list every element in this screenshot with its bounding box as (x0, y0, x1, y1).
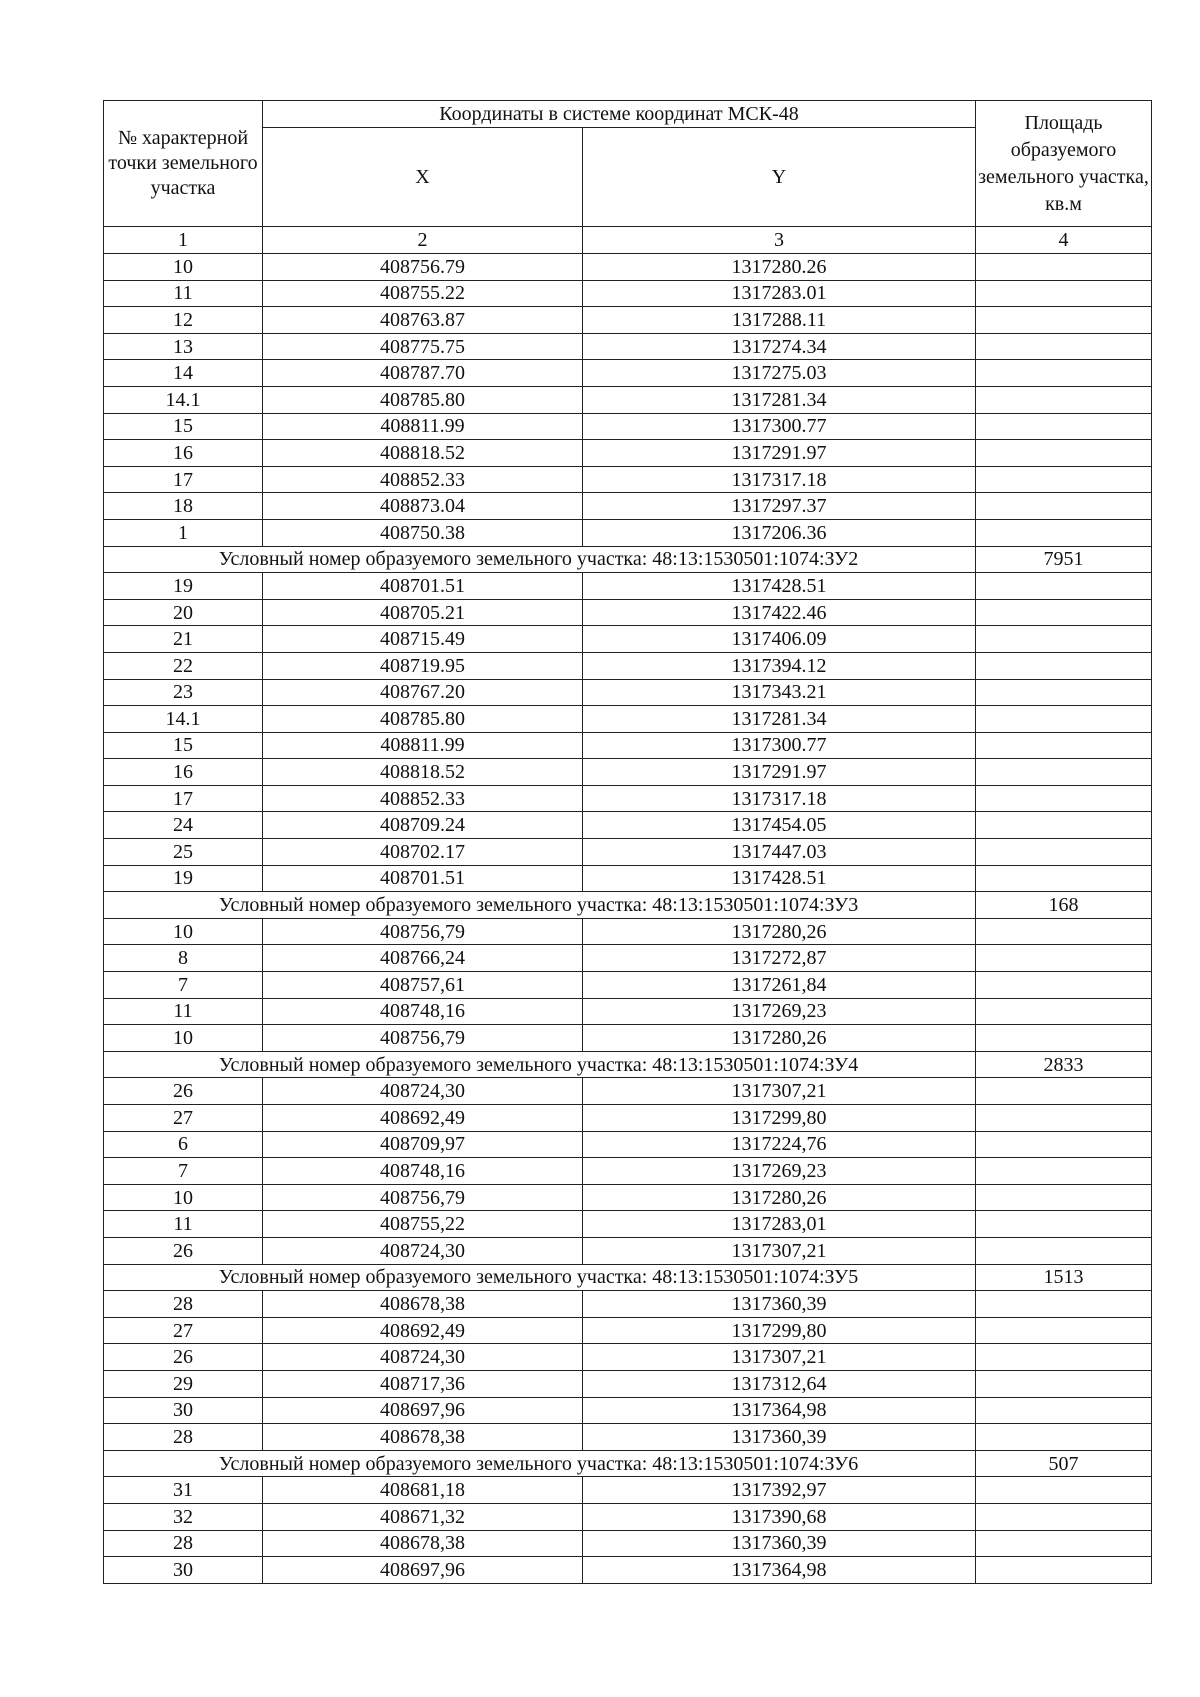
y-coordinate-cell: 1317447.03 (583, 839, 976, 866)
table-row (104, 945, 1152, 972)
area-cell (976, 785, 1152, 812)
point-number-cell: 27 (104, 1317, 263, 1344)
area-cell (976, 307, 1152, 334)
point-number-cell: 26 (104, 1237, 263, 1264)
area-cell (976, 280, 1152, 307)
y-coordinate-cell: 1317297.37 (583, 493, 976, 520)
y-coordinate-cell: 1317280,26 (583, 1025, 976, 1052)
x-coordinate-cell: 408719.95 (263, 652, 583, 679)
x-coordinate-cell: 408748,16 (263, 1158, 583, 1185)
table-row (104, 706, 1152, 733)
area-cell (976, 333, 1152, 360)
area-cell (976, 493, 1152, 520)
point-number-cell: 31 (104, 1477, 263, 1504)
x-coordinate-cell: 408852.33 (263, 466, 583, 493)
area-cell (976, 679, 1152, 706)
x-coordinate-cell: 408785.80 (263, 706, 583, 733)
area-cell (976, 998, 1152, 1025)
y-coordinate-cell: 1317360,39 (583, 1424, 976, 1451)
x-coordinate-cell: 408811.99 (263, 732, 583, 759)
y-coordinate-cell: 1317428.51 (583, 573, 976, 600)
table-row (104, 1105, 1152, 1132)
y-coordinate-cell: 1317280,26 (583, 1184, 976, 1211)
parcel-section-row (104, 546, 1152, 573)
x-coordinate-cell: 408692,49 (263, 1317, 583, 1344)
coordinates-table (103, 100, 1152, 1584)
x-coordinate-cell: 408785.80 (263, 386, 583, 413)
y-coordinate-cell: 1317269,23 (583, 1158, 976, 1185)
y-coordinate-cell: 1317300.77 (583, 732, 976, 759)
point-number-cell: 23 (104, 679, 263, 706)
area-cell (976, 1503, 1152, 1530)
area-cell (976, 1105, 1152, 1132)
area-cell (976, 1291, 1152, 1318)
x-coordinate-cell: 408705.21 (263, 599, 583, 626)
y-coordinate-cell: 1317312,64 (583, 1370, 976, 1397)
area-cell (976, 812, 1152, 839)
x-coordinate-cell: 408678,38 (263, 1530, 583, 1557)
y-coordinate-cell: 1317291.97 (583, 759, 976, 786)
x-coordinate-cell: 408697,96 (263, 1397, 583, 1424)
y-coordinate-cell: 1317364,98 (583, 1397, 976, 1424)
area-cell (976, 652, 1152, 679)
table-row (104, 1211, 1152, 1238)
table-row (104, 519, 1152, 546)
y-coordinate-cell: 1317343.21 (583, 679, 976, 706)
parcel-section-row (104, 1264, 1152, 1291)
x-coordinate-cell: 408756,79 (263, 1184, 583, 1211)
table-row (104, 1131, 1152, 1158)
point-number-cell: 7 (104, 1158, 263, 1185)
parcel-area: 2833 (976, 1051, 1152, 1078)
y-coordinate-cell: 1317360,39 (583, 1530, 976, 1557)
x-coordinate-cell: 408724,30 (263, 1237, 583, 1264)
y-coordinate-cell: 1317390,68 (583, 1503, 976, 1530)
y-coordinate-cell: 1317394.12 (583, 652, 976, 679)
table-row (104, 360, 1152, 387)
table-row (104, 440, 1152, 467)
x-coordinate-cell: 408681,18 (263, 1477, 583, 1504)
point-number-cell: 21 (104, 626, 263, 653)
x-coordinate-cell: 408701.51 (263, 865, 583, 892)
x-coordinate-cell: 408724,30 (263, 1344, 583, 1371)
y-coordinate-cell: 1317283,01 (583, 1211, 976, 1238)
area-cell (976, 519, 1152, 546)
y-coordinate-cell: 1317274.34 (583, 333, 976, 360)
x-coordinate-cell: 408811.99 (263, 413, 583, 440)
area-cell (976, 440, 1152, 467)
point-number-cell: 16 (104, 759, 263, 786)
x-coordinate-cell: 408756,79 (263, 918, 583, 945)
table-row (104, 307, 1152, 334)
area-cell (976, 1370, 1152, 1397)
parcel-area: 7951 (976, 546, 1152, 573)
x-coordinate-cell: 408701.51 (263, 573, 583, 600)
y-coordinate-cell: 1317280,26 (583, 918, 976, 945)
y-coordinate-cell: 1317317.18 (583, 466, 976, 493)
parcel-label: Условный номер образуемого земельного участка: 48:13:1530501:1074:ЗУ2 (104, 546, 976, 573)
point-number-cell: 1 (104, 519, 263, 546)
table-row (104, 918, 1152, 945)
table-row (104, 1530, 1152, 1557)
point-number-cell: 32 (104, 1503, 263, 1530)
point-number-cell: 14 (104, 360, 263, 387)
y-coordinate-cell: 1317280.26 (583, 254, 976, 281)
point-number-cell: 30 (104, 1557, 263, 1584)
point-number-cell: 24 (104, 812, 263, 839)
column-index: 2 (263, 227, 583, 254)
point-number-cell: 17 (104, 785, 263, 812)
area-cell (976, 706, 1152, 733)
y-coordinate-cell: 1317406.09 (583, 626, 976, 653)
y-coordinate-cell: 1317422.46 (583, 599, 976, 626)
y-coordinate-cell: 1317281.34 (583, 386, 976, 413)
area-cell (976, 972, 1152, 999)
point-number-cell: 25 (104, 839, 263, 866)
area-cell (976, 599, 1152, 626)
y-coordinate-cell: 1317283.01 (583, 280, 976, 307)
area-cell (976, 1211, 1152, 1238)
table-body (104, 254, 1152, 1584)
parcel-area: 168 (976, 892, 1152, 919)
point-number-cell: 28 (104, 1291, 263, 1318)
area-cell (976, 360, 1152, 387)
point-number-cell: 28 (104, 1424, 263, 1451)
area-cell (976, 1184, 1152, 1211)
coordinates-document (103, 100, 1152, 1584)
header-x: X (263, 128, 583, 227)
parcel-area: 507 (976, 1450, 1152, 1477)
x-coordinate-cell: 408766,24 (263, 945, 583, 972)
y-coordinate-cell: 1317392,97 (583, 1477, 976, 1504)
point-number-cell: 13 (104, 333, 263, 360)
y-coordinate-cell: 1317307,21 (583, 1344, 976, 1371)
x-coordinate-cell: 408750.38 (263, 519, 583, 546)
parcel-area: 1513 (976, 1264, 1152, 1291)
parcel-label: Условный номер образуемого земельного участка: 48:13:1530501:1074:ЗУ6 (104, 1450, 976, 1477)
area-cell (976, 1237, 1152, 1264)
x-coordinate-cell: 408697,96 (263, 1557, 583, 1584)
point-number-cell: 26 (104, 1344, 263, 1371)
table-header (104, 101, 1152, 254)
point-number-cell: 14.1 (104, 706, 263, 733)
area-cell (976, 1158, 1152, 1185)
parcel-label: Условный номер образуемого земельного участка: 48:13:1530501:1074:ЗУ4 (104, 1051, 976, 1078)
point-number-cell: 30 (104, 1397, 263, 1424)
point-number-cell: 6 (104, 1131, 263, 1158)
x-coordinate-cell: 408818.52 (263, 759, 583, 786)
y-coordinate-cell: 1317307,21 (583, 1078, 976, 1105)
y-coordinate-cell: 1317364,98 (583, 1557, 976, 1584)
table-row (104, 1025, 1152, 1052)
area-cell (976, 1397, 1152, 1424)
point-number-cell: 8 (104, 945, 263, 972)
header-point-number: № характерной точки земельного участка (104, 101, 263, 227)
y-coordinate-cell: 1317454.05 (583, 812, 976, 839)
table-row (104, 1158, 1152, 1185)
table-row (104, 1184, 1152, 1211)
point-number-cell: 27 (104, 1105, 263, 1132)
point-number-cell: 16 (104, 440, 263, 467)
table-row (104, 386, 1152, 413)
column-index-row (104, 227, 1152, 254)
column-index: 1 (104, 227, 263, 254)
point-number-cell: 28 (104, 1530, 263, 1557)
point-number-cell: 10 (104, 254, 263, 281)
table-row (104, 280, 1152, 307)
y-coordinate-cell: 1317281.34 (583, 706, 976, 733)
point-number-cell: 14.1 (104, 386, 263, 413)
point-number-cell: 29 (104, 1370, 263, 1397)
area-cell (976, 626, 1152, 653)
table-row (104, 573, 1152, 600)
table-row (104, 1078, 1152, 1105)
x-coordinate-cell: 408755.22 (263, 280, 583, 307)
x-coordinate-cell: 408709,97 (263, 1131, 583, 1158)
area-cell (976, 945, 1152, 972)
x-coordinate-cell: 408724,30 (263, 1078, 583, 1105)
y-coordinate-cell: 1317360,39 (583, 1291, 976, 1318)
y-coordinate-cell: 1317206.36 (583, 519, 976, 546)
column-index: 3 (583, 227, 976, 254)
y-coordinate-cell: 1317275.03 (583, 360, 976, 387)
area-cell (976, 732, 1152, 759)
area-cell (976, 865, 1152, 892)
area-cell (976, 254, 1152, 281)
point-number-cell: 15 (104, 732, 263, 759)
area-cell (976, 466, 1152, 493)
header-area: Площадь образуемого земельного участка, кв.м (976, 101, 1152, 227)
area-cell (976, 1424, 1152, 1451)
point-number-cell: 22 (104, 652, 263, 679)
area-cell (976, 918, 1152, 945)
x-coordinate-cell: 408852.33 (263, 785, 583, 812)
y-coordinate-cell: 1317288.11 (583, 307, 976, 334)
area-cell (976, 839, 1152, 866)
x-coordinate-cell: 408692,49 (263, 1105, 583, 1132)
table-row (104, 1291, 1152, 1318)
area-cell (976, 1025, 1152, 1052)
area-cell (976, 1078, 1152, 1105)
table-row (104, 1503, 1152, 1530)
x-coordinate-cell: 408757,61 (263, 972, 583, 999)
area-cell (976, 1317, 1152, 1344)
x-coordinate-cell: 408678,38 (263, 1291, 583, 1318)
table-row (104, 1370, 1152, 1397)
point-number-cell: 19 (104, 865, 263, 892)
y-coordinate-cell: 1317261,84 (583, 972, 976, 999)
table-row (104, 759, 1152, 786)
x-coordinate-cell: 408756.79 (263, 254, 583, 281)
x-coordinate-cell: 408763.87 (263, 307, 583, 334)
table-row (104, 413, 1152, 440)
area-cell (976, 759, 1152, 786)
table-row (104, 1397, 1152, 1424)
y-coordinate-cell: 1317224,76 (583, 1131, 976, 1158)
area-cell (976, 1530, 1152, 1557)
table-row (104, 865, 1152, 892)
y-coordinate-cell: 1317428.51 (583, 865, 976, 892)
table-row (104, 333, 1152, 360)
point-number-cell: 7 (104, 972, 263, 999)
table-row (104, 732, 1152, 759)
x-coordinate-cell: 408702.17 (263, 839, 583, 866)
table-row (104, 599, 1152, 626)
parcel-section-row (104, 1051, 1152, 1078)
point-number-cell: 11 (104, 280, 263, 307)
table-row (104, 254, 1152, 281)
x-coordinate-cell: 408715.49 (263, 626, 583, 653)
table-row (104, 812, 1152, 839)
parcel-section-row (104, 1450, 1152, 1477)
y-coordinate-cell: 1317300.77 (583, 413, 976, 440)
table-row (104, 998, 1152, 1025)
point-number-cell: 20 (104, 599, 263, 626)
x-coordinate-cell: 408709.24 (263, 812, 583, 839)
x-coordinate-cell: 408767.20 (263, 679, 583, 706)
table-row (104, 1237, 1152, 1264)
point-number-cell: 19 (104, 573, 263, 600)
table-row (104, 972, 1152, 999)
table-row (104, 1344, 1152, 1371)
y-coordinate-cell: 1317307,21 (583, 1237, 976, 1264)
point-number-cell: 11 (104, 1211, 263, 1238)
x-coordinate-cell: 408818.52 (263, 440, 583, 467)
table-row (104, 493, 1152, 520)
y-coordinate-cell: 1317299,80 (583, 1317, 976, 1344)
header-y: Y (583, 128, 976, 227)
x-coordinate-cell: 408775.75 (263, 333, 583, 360)
point-number-cell: 10 (104, 918, 263, 945)
table-row (104, 1557, 1152, 1584)
x-coordinate-cell: 408717,36 (263, 1370, 583, 1397)
point-number-cell: 10 (104, 1025, 263, 1052)
area-cell (976, 573, 1152, 600)
header-coordinates-group: Координаты в системе координат МСК-48 (263, 101, 976, 128)
table-row (104, 1477, 1152, 1504)
x-coordinate-cell: 408748,16 (263, 998, 583, 1025)
parcel-section-row (104, 892, 1152, 919)
point-number-cell: 18 (104, 493, 263, 520)
table-row (104, 652, 1152, 679)
area-cell (976, 413, 1152, 440)
y-coordinate-cell: 1317272,87 (583, 945, 976, 972)
parcel-label: Условный номер образуемого земельного участка: 48:13:1530501:1074:ЗУ3 (104, 892, 976, 919)
table-row (104, 785, 1152, 812)
x-coordinate-cell: 408755,22 (263, 1211, 583, 1238)
point-number-cell: 10 (104, 1184, 263, 1211)
area-cell (976, 1344, 1152, 1371)
table-row (104, 1317, 1152, 1344)
y-coordinate-cell: 1317317.18 (583, 785, 976, 812)
point-number-cell: 15 (104, 413, 263, 440)
x-coordinate-cell: 408671,32 (263, 1503, 583, 1530)
parcel-label: Условный номер образуемого земельного участка: 48:13:1530501:1074:ЗУ5 (104, 1264, 976, 1291)
area-cell (976, 1557, 1152, 1584)
x-coordinate-cell: 408678,38 (263, 1424, 583, 1451)
y-coordinate-cell: 1317269,23 (583, 998, 976, 1025)
y-coordinate-cell: 1317291.97 (583, 440, 976, 467)
x-coordinate-cell: 408787.70 (263, 360, 583, 387)
table-row (104, 839, 1152, 866)
point-number-cell: 17 (104, 466, 263, 493)
area-cell (976, 1131, 1152, 1158)
y-coordinate-cell: 1317299,80 (583, 1105, 976, 1132)
table-row (104, 1424, 1152, 1451)
column-index: 4 (976, 227, 1152, 254)
area-cell (976, 386, 1152, 413)
table-row (104, 466, 1152, 493)
table-row (104, 626, 1152, 653)
x-coordinate-cell: 408873.04 (263, 493, 583, 520)
point-number-cell: 26 (104, 1078, 263, 1105)
point-number-cell: 11 (104, 998, 263, 1025)
area-cell (976, 1477, 1152, 1504)
table-row (104, 679, 1152, 706)
x-coordinate-cell: 408756,79 (263, 1025, 583, 1052)
point-number-cell: 12 (104, 307, 263, 334)
